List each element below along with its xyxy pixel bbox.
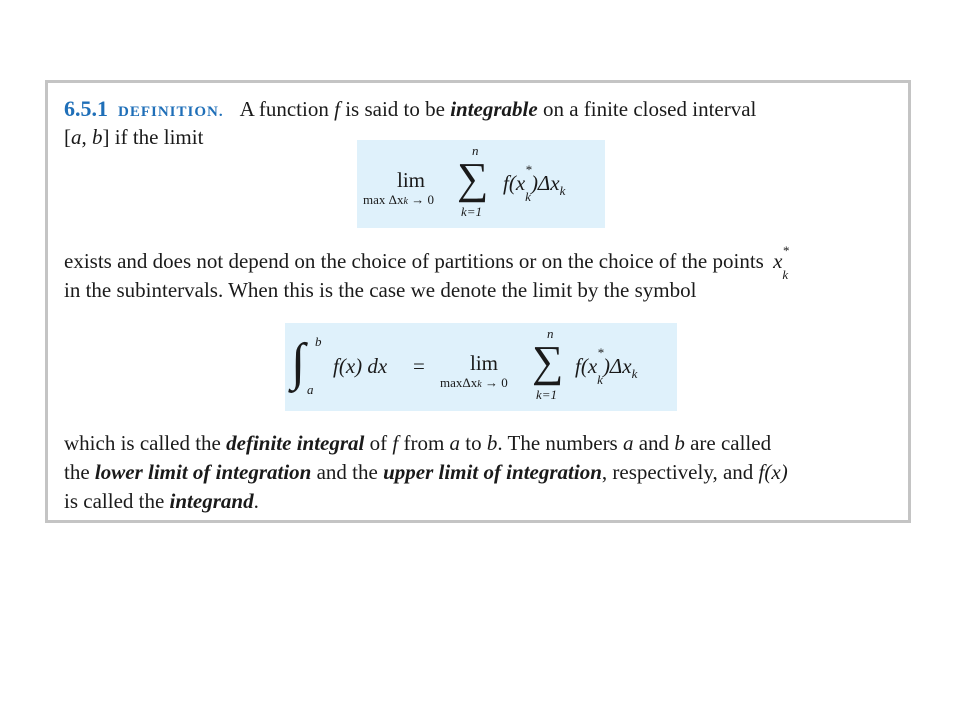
point-x: x * $_k$: [773, 243, 789, 283]
term-upper-limit: upper limit of integration: [383, 460, 602, 484]
equals-sign: =: [413, 354, 425, 378]
sum-upper: n: [472, 143, 479, 158]
text-segment: exists and does not depend on the choice of partitions or on the choice of the points: [64, 249, 764, 273]
math-f: f: [334, 97, 340, 121]
term-integrable: integrable: [450, 97, 538, 121]
sigma-symbol: ∑: [457, 154, 489, 203]
integral-lower-limit: a: [307, 382, 314, 397]
definition-label: DEFINITION.: [118, 104, 224, 120]
integral-upper-limit: b: [315, 334, 322, 349]
lim-subscript: maxΔxk → 0: [440, 375, 508, 390]
text-segment: is said to be: [339, 97, 451, 121]
math-b: b: [92, 125, 103, 149]
paragraph-3-line-2: the lower limit of integration and the upper limit of integration, respectively, and f(x): [64, 460, 788, 484]
text-segment: on a finite closed interval: [537, 97, 757, 121]
lim-operator: lim: [397, 168, 426, 192]
bracket-close: ]: [102, 125, 110, 149]
term-definite-integral: definite integral: [226, 431, 365, 455]
paragraph-2-line-1: [64, 243, 789, 283]
integrand-expression: f(x) dx: [333, 354, 388, 378]
sum-lower: k=1: [536, 387, 558, 402]
math-a: a: [71, 125, 82, 149]
paragraph-3-line-3: is called the integrand.: [64, 489, 259, 513]
paragraph-3-line-1: which is called the definite integral of f from a to b. The numbers a and b are called: [64, 431, 772, 455]
integral-symbol: ∫: [291, 334, 306, 391]
bracket-open: [: [64, 125, 71, 149]
sigma-symbol: ∑: [532, 337, 564, 386]
text-segment: A function: [239, 97, 335, 121]
comma: ,: [81, 125, 92, 149]
lim-operator: lim: [470, 351, 499, 375]
definition-line-2: [64, 125, 203, 149]
definition-header-line: [64, 97, 756, 124]
sum-upper: n: [547, 326, 554, 341]
paragraph-2-line-2: in the subintervals. When this is the case we denote the limit by the symbol: [64, 278, 697, 302]
term-lower-limit: lower limit of integration: [94, 460, 312, 484]
sum-lower: k=1: [461, 204, 483, 219]
formula-definite-integral: [285, 323, 677, 411]
term-integrand: integrand: [169, 489, 254, 513]
text-segment: if the limit: [109, 125, 204, 149]
formula-riemann-limit: [357, 140, 605, 228]
definition-number: 6.5.1: [64, 96, 108, 121]
summand: f(x * $_k)\Delta x_k$: [503, 162, 566, 205]
lim-subscript: max Δxk → 0: [363, 192, 434, 207]
summand: f(x * $_k)\Delta x_k$: [575, 345, 638, 388]
definition-box: [45, 80, 911, 523]
